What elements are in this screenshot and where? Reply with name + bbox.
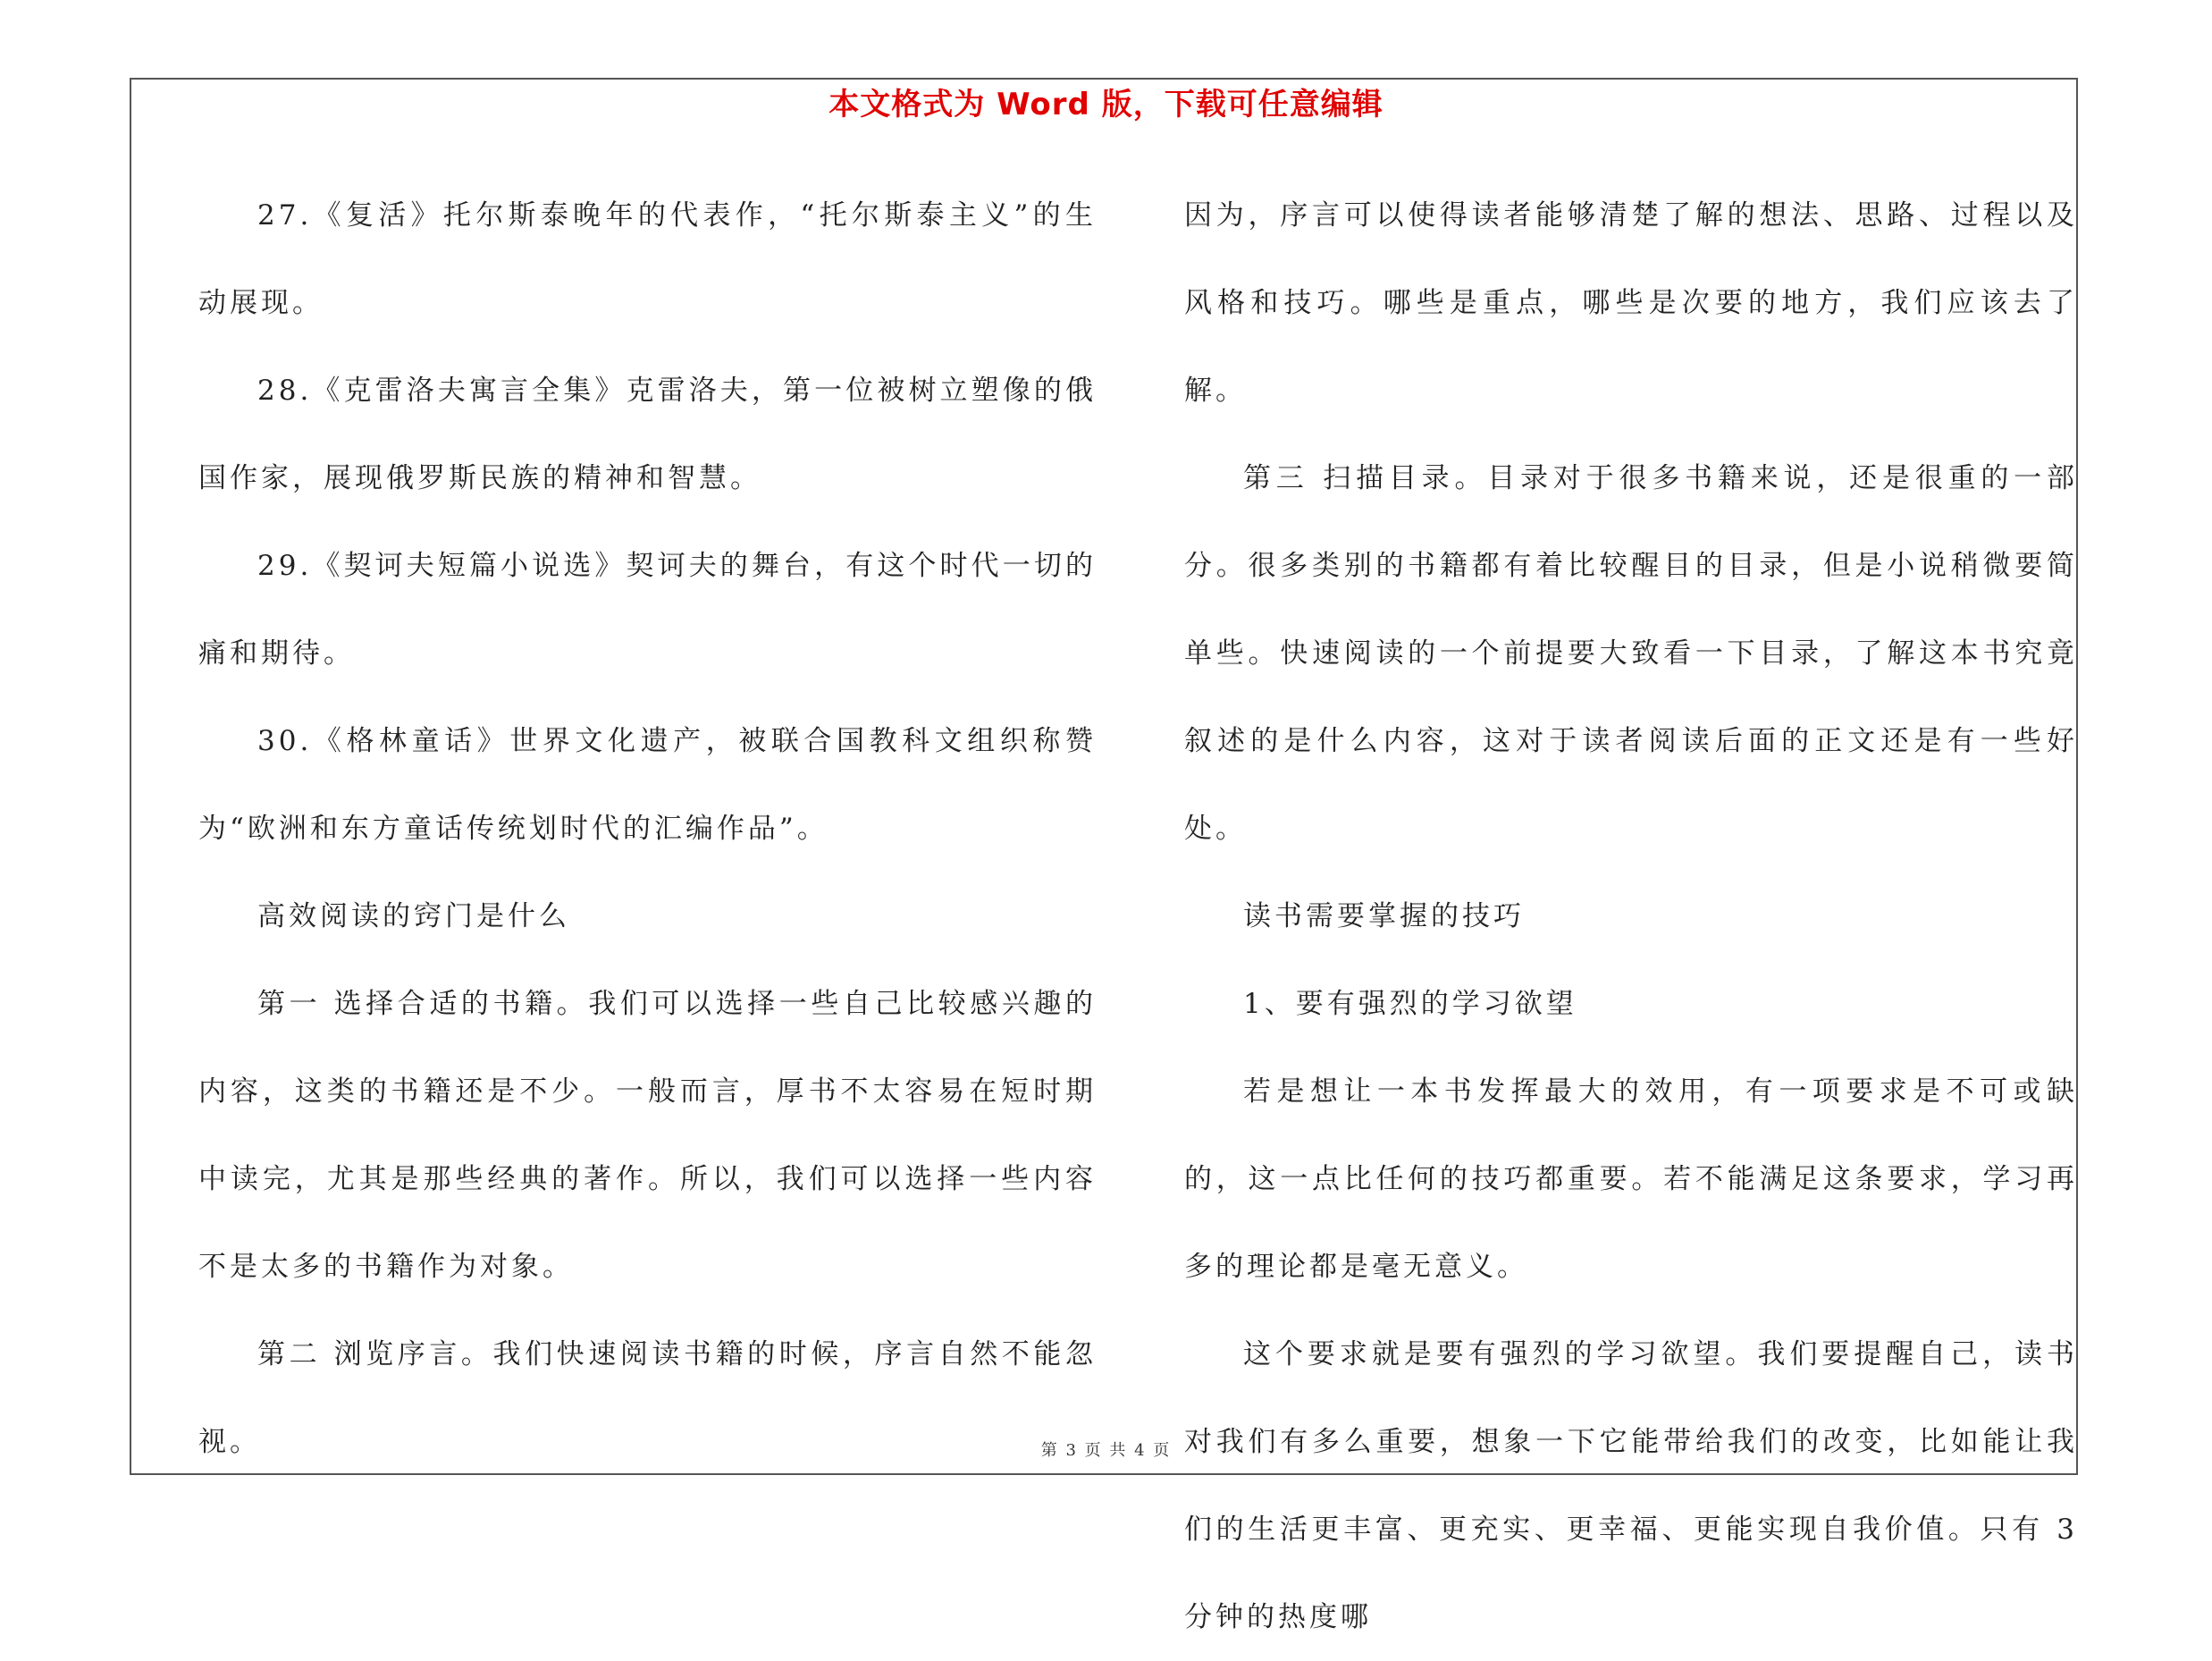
subheading: 1、要有强烈的学习欲望	[1243, 988, 1577, 1020]
section-heading: 高效阅读的窍门是什么	[257, 900, 570, 932]
paragraph: 第三 扫描目录。目录对于很多书籍来说，还是很重的一部分。很多类别的书籍都有着比较醒目的目录，但是小说稍微要简单些。快速阅读的一个前提要大致看一下目录，了解这本书究竟叙述的是什么内容，这对于读者阅读后面的正文还是有一些好处。	[1184, 462, 2078, 845]
paragraph: 若是想让一本书发挥最大的效用，有一项要求是不可或缺的，这一点比任何的技巧都重要。若不能满足这条要求，学习再多的理论都是毫无意义。	[1184, 1075, 2078, 1283]
paragraph: 这个要求就是要有强烈的学习欲望。我们要提醒自己，读书对我们有多么重要，想象一下它能带给我们的改变，比如能让我们的生活更丰富、更充实、更幸福、更能实现自我价值。只有 3 分钟的热度哪	[1184, 1338, 2078, 1633]
section-heading: 读书需要掌握的技巧	[1243, 900, 1525, 932]
paragraph: 27.《复活》托尔斯泰晚年的代表作，“托尔斯泰主义”的生动展现。	[198, 199, 1097, 319]
paragraph: 29.《契诃夫短篇小说选》契诃夫的舞台，有这个时代一切的痛和期待。	[198, 550, 1097, 670]
paragraph: 第二 浏览序言。我们快速阅读书籍的时候，序言自然不能忽视。	[198, 1338, 1097, 1458]
paragraph: 28.《克雷洛夫寓言全集》克雷洛夫，第一位被树立塑像的俄国作家，展现俄罗斯民族的精神和智慧。	[198, 375, 1097, 494]
paragraph: 第一 选择合适的书籍。我们可以选择一些自己比较感兴趣的内容，这类的书籍还是不少。一般而言，厚书不太容易在短时期中读完，尤其是那些经典的著作。所以，我们可以选择一些内容不是太多的书籍作为对象。	[198, 988, 1097, 1283]
format-banner: 本文格式为 Word 版，下载可任意编辑	[828, 87, 1384, 122]
left-column	[198, 172, 1097, 1486]
page-number: 第 3 页 共 4 页	[1040, 1441, 1172, 1460]
right-column	[1184, 172, 2078, 1661]
paragraph: 30.《格林童话》世界文化遗产，被联合国教科文组织称赞为“欧洲和东方童话传统划时代的汇编作品”。	[198, 725, 1097, 845]
paragraph: 因为，序言可以使得读者能够清楚了解的想法、思路、过程以及风格和技巧。哪些是重点，哪些是次要的地方，我们应该去了解。	[1184, 199, 2078, 407]
